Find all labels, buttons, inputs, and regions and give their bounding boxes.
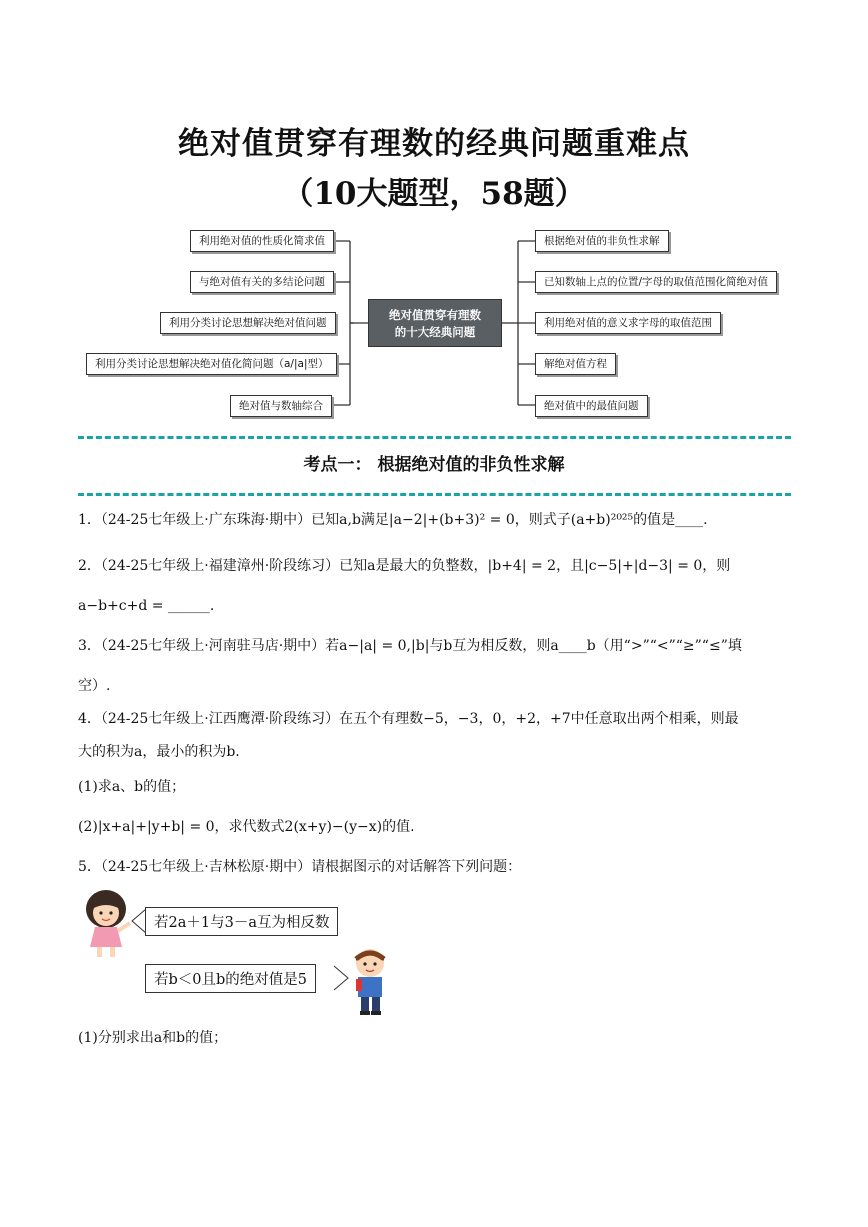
question-2-line2: a−b+c+d = ______. — [78, 598, 215, 614]
mindmap-right-item-5: 绝对值中的最值问题 — [535, 395, 648, 417]
question-4-part1: (1)求a、b的值； — [78, 779, 186, 795]
mindmap-left-item-1: 利用绝对值的性质化简求值 — [190, 230, 334, 252]
page-subtitle: （10大题型，58题） — [282, 176, 586, 212]
question-1: 1．（24-25七年级上·广东珠海·期中）已知a,b满足|a−2|+(b+3)² = 0，则式子(a+b)²⁰²⁵的值是____. — [78, 512, 708, 528]
mindmap-left-item-2: 与绝对值有关的多结论问题 — [190, 271, 334, 293]
section-divider-bottom — [78, 493, 791, 496]
mindmap-left-item-5: 绝对值与数轴综合 — [230, 395, 332, 417]
question-5-line1: 5．（24-25七年级上·吉林松原·期中）请根据图示的对话解答下列问题： — [78, 859, 522, 875]
question-4-line2: 大的积为a，最小的积为b. — [78, 744, 240, 760]
page-title: 绝对值贯穿有理数的经典问题重难点 — [178, 126, 690, 162]
girl-illustration — [78, 887, 138, 959]
question-3-line2: 空）. — [78, 678, 111, 694]
section-title: 考点一： 根据绝对值的非负性求解 — [303, 455, 565, 475]
question-2-line1: 2．（24-25七年级上·福建漳州·阶段练习）已知a是最大的负整数，|b+4| = 2，且|c−5|+|d−3| = 0，则 — [78, 558, 731, 574]
mindmap-center-line2: 的十大经典问题 — [394, 325, 476, 339]
section-divider-top — [78, 436, 791, 439]
question-4-part2: (2)|x+a|+|y+b| = 0，求代数式2(x+y)−(y−x)的值. — [78, 819, 415, 835]
mindmap-center-line1: 绝对值贯穿有理数 — [389, 308, 481, 322]
speech-bubble-girl: 若2a＋1与3－a互为相反数 — [145, 907, 338, 936]
mindmap-left-item-4: 利用分类讨论思想解决绝对值化简问题（a/|a|型） — [86, 353, 337, 375]
mindmap-right-item-3: 利用绝对值的意义求字母的取值范围 — [535, 312, 721, 334]
boy-illustration — [346, 945, 394, 1017]
question-5-part1: (1)分别求出a和b的值； — [78, 1030, 228, 1046]
mindmap-left-item-3: 利用分类讨论思想解决绝对值问题 — [160, 312, 336, 334]
mindmap-center — [368, 299, 502, 347]
mindmap-right-item-2: 已知数轴上点的位置/字母的取值范围化简绝对值 — [535, 271, 777, 293]
mindmap-right-item-1: 根据绝对值的非负性求解 — [535, 230, 669, 252]
speech-bubble-boy: 若b＜0且b的绝对值是5 — [145, 964, 316, 993]
question-4-line1: 4．（24-25七年级上·江西鹰潭·阶段练习）在五个有理数−5，−3，0，+2，+7中任意取出两个相乘，则最 — [78, 711, 739, 727]
mindmap-right-item-4: 解绝对值方程 — [535, 353, 616, 375]
question-3-line1: 3．（24-25七年级上·河南驻马店·期中）若a−|a| = 0,|b|与b互为相反数，则a____b（用“>”“<”“≥”“≤”填 — [78, 638, 742, 654]
